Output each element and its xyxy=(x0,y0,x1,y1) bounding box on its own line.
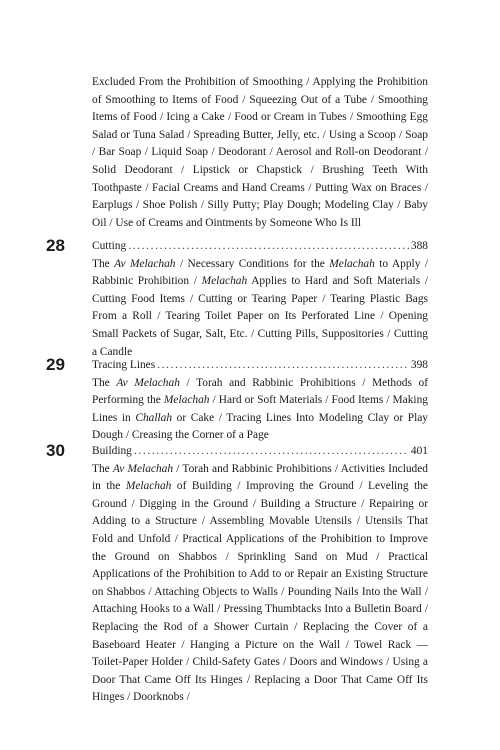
chapter-topics: The Av Melachah / Torah and Rabbinic Prohibitions / Methods of Performing the Melachah / Hard or Soft Materials / Food Items / Making Lines in Challah or Cake / Tracing Lines Into Modeling Clay or Play Dough / Creasing the Corner of a Page xyxy=(92,376,429,442)
dot-leader xyxy=(134,443,409,461)
chapter-title: Tracing Lines xyxy=(92,359,156,371)
chapter-heading xyxy=(92,443,428,461)
chapter-number: 29 xyxy=(46,355,65,374)
dot-leader xyxy=(157,357,409,375)
chapter-page-number: 401 xyxy=(410,445,428,457)
chapter-title: Cutting xyxy=(92,240,127,252)
continued-topics: Excluded From the Prohibition of Smoothing / Applying the Prohibition of Smoothing to Items of Food / Squeezing Out of a Tube / Smoothing Items of Food / Icing a Cake / Food or Cream in Tubes / Smoothing Egg Salad or Tuna Salad / Spreading Butter, Jelly, etc. / Using a Scoop / Soap / Bar Soap / Liquid Soap / Deodorant / Aerosol and Roll-on Deodorant / Solid Deodorant / Lipstick or Chapstick / Brushing Teeth With Toothpaste / Facial Creams and Hand Creams / Putting Wax on Braces / Earplugs / Shoe Polish / Silly Putty; Play Dough; Modeling Clay / Baby Oil / Use of Creams and Ointments by Someone Who Is Ill xyxy=(92,76,428,229)
chapter-page-number: 388 xyxy=(410,240,428,252)
chapter-heading xyxy=(92,357,428,375)
chapter-number: 28 xyxy=(46,236,65,255)
dot-leader xyxy=(128,238,409,256)
chapter-number: 30 xyxy=(46,441,65,460)
chapter-topics: The Av Melachah / Torah and Rabbinic Prohibitions / Activities Included in the Melachah of Building / Improving the Ground / Leveling the Ground / Digging in the Ground / Building a Structure / Repairing or Adding to a Structure / Assembling Movable Utensils / Utensils That Fold and Unfold / Practical Applications of the Prohibition to Improve the Ground on Shabbos / Sprinkling Sand on Mud / Practical Applications of the Prohibition to Add to or Repair an Existing Structure on Shabbos / Attaching Objects to Walls / Pounding Nails Into the Wall / Attaching Hooks to a Wall / Pressing Thumbtacks Into a Bulletin Board / Replacing the Rod of a Shower Curtain / Replacing the Cover of a Baseboard Heater / Hanging a Picture on the Wall / Towel Rack — Toilet-Paper Holder / Child-Safety Gates / Doors and Windows / Using a Door That Came Off Its Hinges / Replacing a Door That Came Off Its Hinges / Doorknobs / xyxy=(92,462,428,704)
chapter-page-number: 398 xyxy=(410,359,428,371)
chapter-topics: The Av Melachah / Necessary Conditions for the Melachah to Apply / Rabbinic Prohibition / Melachah Applies to Hard and Soft Materials / Cutting Food Items / Cutting or Tearing Paper / Tearing Plastic Bags From a Roll / Tearing Toilet Paper on Its Perforated Line / Opening Small Packets of Sugar, Salt, Etc. / Cutting Pills, Suppositories / Cutting a Candle xyxy=(92,257,428,358)
chapter-title: Building xyxy=(92,445,132,457)
continued-topic-list xyxy=(92,74,428,232)
chapter-heading xyxy=(92,238,428,256)
